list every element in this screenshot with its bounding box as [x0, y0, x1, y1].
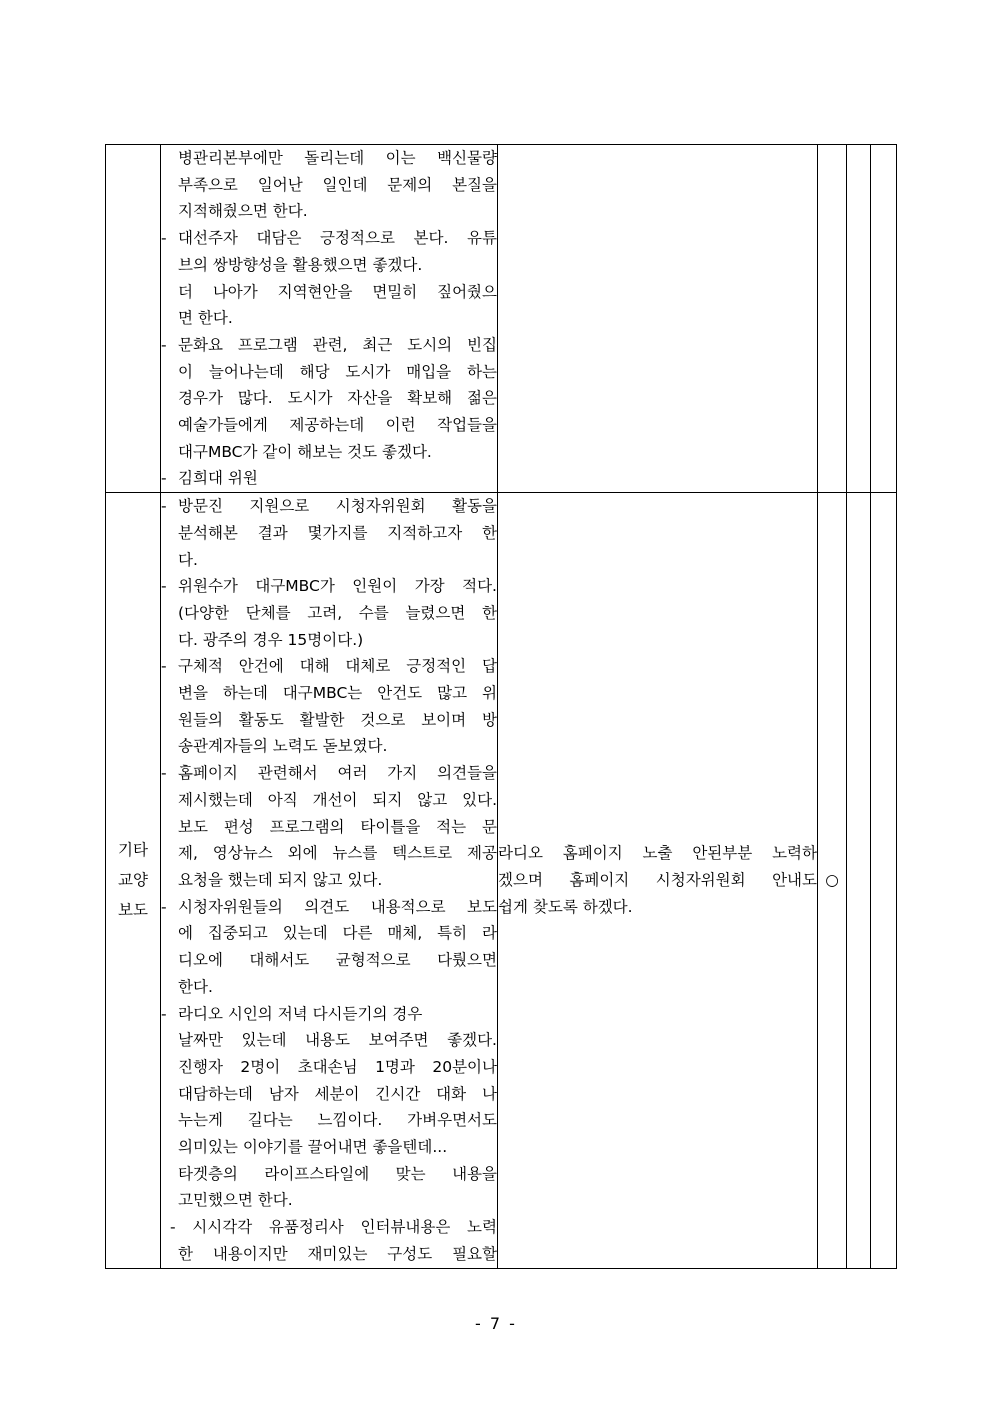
line-text: 대선주자 대담은 긍정적으로 본다. 유튜 — [178, 229, 497, 248]
line-text: 대담하는데 남자 세분이 긴시간 대화 나 — [178, 1084, 497, 1103]
bullet-dash: - — [161, 764, 167, 783]
bullet-dash: - — [161, 335, 167, 354]
line-text: 제시했는데 아직 개선이 되지 않고 있다. — [178, 790, 497, 809]
line-text: 에 집중되고 있는데 다른 매체, 특히 라 — [178, 924, 497, 943]
text-line — [161, 1161, 497, 1188]
line-text: 위원수가 대구MBC가 인원이 가장 적다. — [178, 577, 497, 596]
text-line — [161, 145, 497, 172]
text-line — [161, 332, 497, 359]
text-line — [161, 1187, 497, 1214]
bullet-dash: - — [161, 1004, 167, 1023]
line-text: 날짜만 있는데 내용도 보여주면 좋겠다. — [178, 1031, 497, 1050]
text-line — [161, 867, 497, 894]
line-text: 예술가들에게 제공하는데 이런 작업들을 — [178, 416, 497, 435]
line-text: 고민했으면 한다. — [178, 1191, 293, 1210]
text-line — [161, 573, 497, 600]
response-line: 라디오 홈페이지 노출 안된부분 노력하 — [498, 844, 817, 863]
text-line — [161, 439, 497, 466]
text-line — [161, 947, 497, 974]
check-cell-3 — [871, 493, 897, 1268]
line-text: 대구MBC가 같이 해보는 것도 좋겠다. — [178, 442, 432, 461]
text-line — [161, 1134, 497, 1161]
category-cell — [106, 493, 161, 1268]
bullet-dash: - — [161, 469, 167, 488]
line-text: 원들의 활동도 활발한 것으로 보이며 방 — [178, 710, 497, 729]
text-line — [161, 305, 497, 332]
text-line — [161, 359, 497, 386]
line-text: 진행자 2명이 초대손님 1명과 20분이나 — [178, 1057, 497, 1076]
line-text: 더 나아가 지역현안을 면밀히 짚어줬으 — [178, 282, 497, 301]
text-line — [161, 198, 497, 225]
response-cell — [498, 493, 818, 1268]
line-text: 송관계자들의 노력도 돋보였다. — [178, 737, 388, 756]
text-line — [161, 1241, 497, 1268]
text-line — [161, 840, 497, 867]
line-text: 디오에 대해서도 균형적으로 다뤘으면 — [178, 951, 497, 970]
bullet-dash: - — [161, 577, 167, 596]
check-mark: ○ — [825, 871, 839, 890]
text-line — [161, 627, 497, 654]
text-line — [161, 547, 497, 574]
line-text: 브의 쌍방향성을 활용했으면 좋겠다. — [178, 255, 423, 274]
line-text: 병관리본부에만 돌리는데 이는 백신물량 — [178, 149, 497, 167]
text-line — [161, 412, 497, 439]
line-text: 분석해본 결과 몇가지를 지적하고자 한 — [178, 523, 497, 542]
line-text: 타겟층의 라이프스타일에 맞는 내용을 — [178, 1164, 497, 1183]
text-line — [161, 600, 497, 627]
response-line: 쉽게 찾도록 하겠다. — [498, 897, 633, 916]
text-line — [161, 520, 497, 547]
check-cell-2 — [847, 145, 871, 493]
line-text: 방문진 지원으로 시청자위원회 활동을 — [178, 497, 497, 516]
opinion-cell — [161, 145, 498, 493]
category-label: 보도 — [118, 901, 148, 920]
line-text: 지적해줬으면 한다. — [178, 202, 308, 221]
response-cell — [498, 145, 818, 493]
line-text: 부족으로 일어난 일인데 문제의 본질을 — [178, 175, 497, 194]
table-row — [106, 493, 897, 1268]
line-text: 시청자위원들의 의견도 내용적으로 보도 — [178, 897, 497, 916]
line-text: 경우가 많다. 도시가 자산을 확보해 젊은 — [178, 389, 497, 408]
text-line — [161, 653, 497, 680]
page-number: - 7 - — [475, 1314, 517, 1333]
line-text: 문화요 프로그램 관련, 최근 도시의 빈집 — [178, 335, 497, 354]
line-text: 이 늘어나는데 해당 도시가 매입을 하는 — [178, 362, 497, 381]
bullet-dash: - — [161, 657, 167, 676]
text-line — [161, 279, 497, 306]
table-row — [106, 145, 897, 493]
line-text: 다. — [178, 550, 198, 569]
line-text: 다. 광주의 경우 15명이다.) — [178, 630, 364, 649]
line-text: 한다. — [178, 977, 213, 996]
text-line — [161, 493, 497, 520]
line-text: 구체적 안건에 대해 대체로 긍정적인 답 — [178, 657, 497, 676]
text-line — [161, 733, 497, 760]
category-label: 기타 — [118, 841, 148, 860]
line-text: 누는게 길다는 느낌이다. 가벼우면서도 — [178, 1111, 497, 1130]
text-line — [161, 920, 497, 947]
text-line — [161, 787, 497, 814]
minutes-table — [105, 144, 897, 1269]
line-text: 라디오 시인의 저녁 다시듣기의 경우 — [178, 1004, 423, 1023]
text-line — [161, 1054, 497, 1081]
line-text: 의미있는 이야기를 끌어내면 좋을텐데... — [178, 1138, 448, 1157]
text-line — [161, 172, 497, 199]
opinion-cell — [161, 493, 498, 1268]
line-text: 면 한다. — [178, 309, 233, 328]
line-text: - 시시각각 유품정리사 인터뷰내용은 노력 — [170, 1218, 497, 1237]
text-line — [161, 707, 497, 734]
line-text: 요청을 했는데 되지 않고 있다. — [178, 870, 383, 889]
check-cell-2 — [847, 493, 871, 1268]
text-line — [161, 1214, 497, 1241]
bullet-dash: - — [161, 897, 167, 916]
bullet-dash: - — [161, 497, 167, 516]
check-cell-3 — [871, 145, 897, 493]
text-line — [161, 1107, 497, 1134]
response-line: 겠으며 홈페이지 시청자위원회 안내도 — [498, 870, 817, 889]
text-line — [161, 974, 497, 1001]
line-text: 김희대 위원 — [178, 469, 258, 488]
check-cell-1 — [818, 145, 847, 493]
text-line — [161, 225, 497, 252]
line-text: 보도 편성 프로그램의 타이틀을 적는 문 — [178, 817, 497, 836]
text-line — [161, 814, 497, 841]
text-line — [161, 680, 497, 707]
line-text: 제, 영상뉴스 외에 뉴스를 텍스트로 제공 — [178, 844, 497, 863]
check-cell-1 — [818, 493, 847, 1268]
text-line — [161, 465, 497, 492]
line-text: 변을 하는데 대구MBC는 안건도 많고 위 — [178, 684, 497, 703]
text-line — [161, 385, 497, 412]
text-line — [161, 1001, 497, 1028]
text-line — [161, 894, 497, 921]
text-line — [161, 760, 497, 787]
text-line — [161, 1081, 497, 1108]
line-text: 홈페이지 관련해서 여러 가지 의견들을 — [178, 764, 497, 783]
line-text: 한 내용이지만 재미있는 구성도 필요할 — [178, 1244, 497, 1263]
category-cell — [106, 145, 161, 493]
bullet-dash: - — [161, 229, 167, 248]
line-text: (다양한 단체를 고려, 수를 늘렸으면 한 — [178, 603, 497, 622]
text-line — [161, 1027, 497, 1054]
text-line — [161, 252, 497, 279]
category-label: 교양 — [118, 871, 148, 890]
